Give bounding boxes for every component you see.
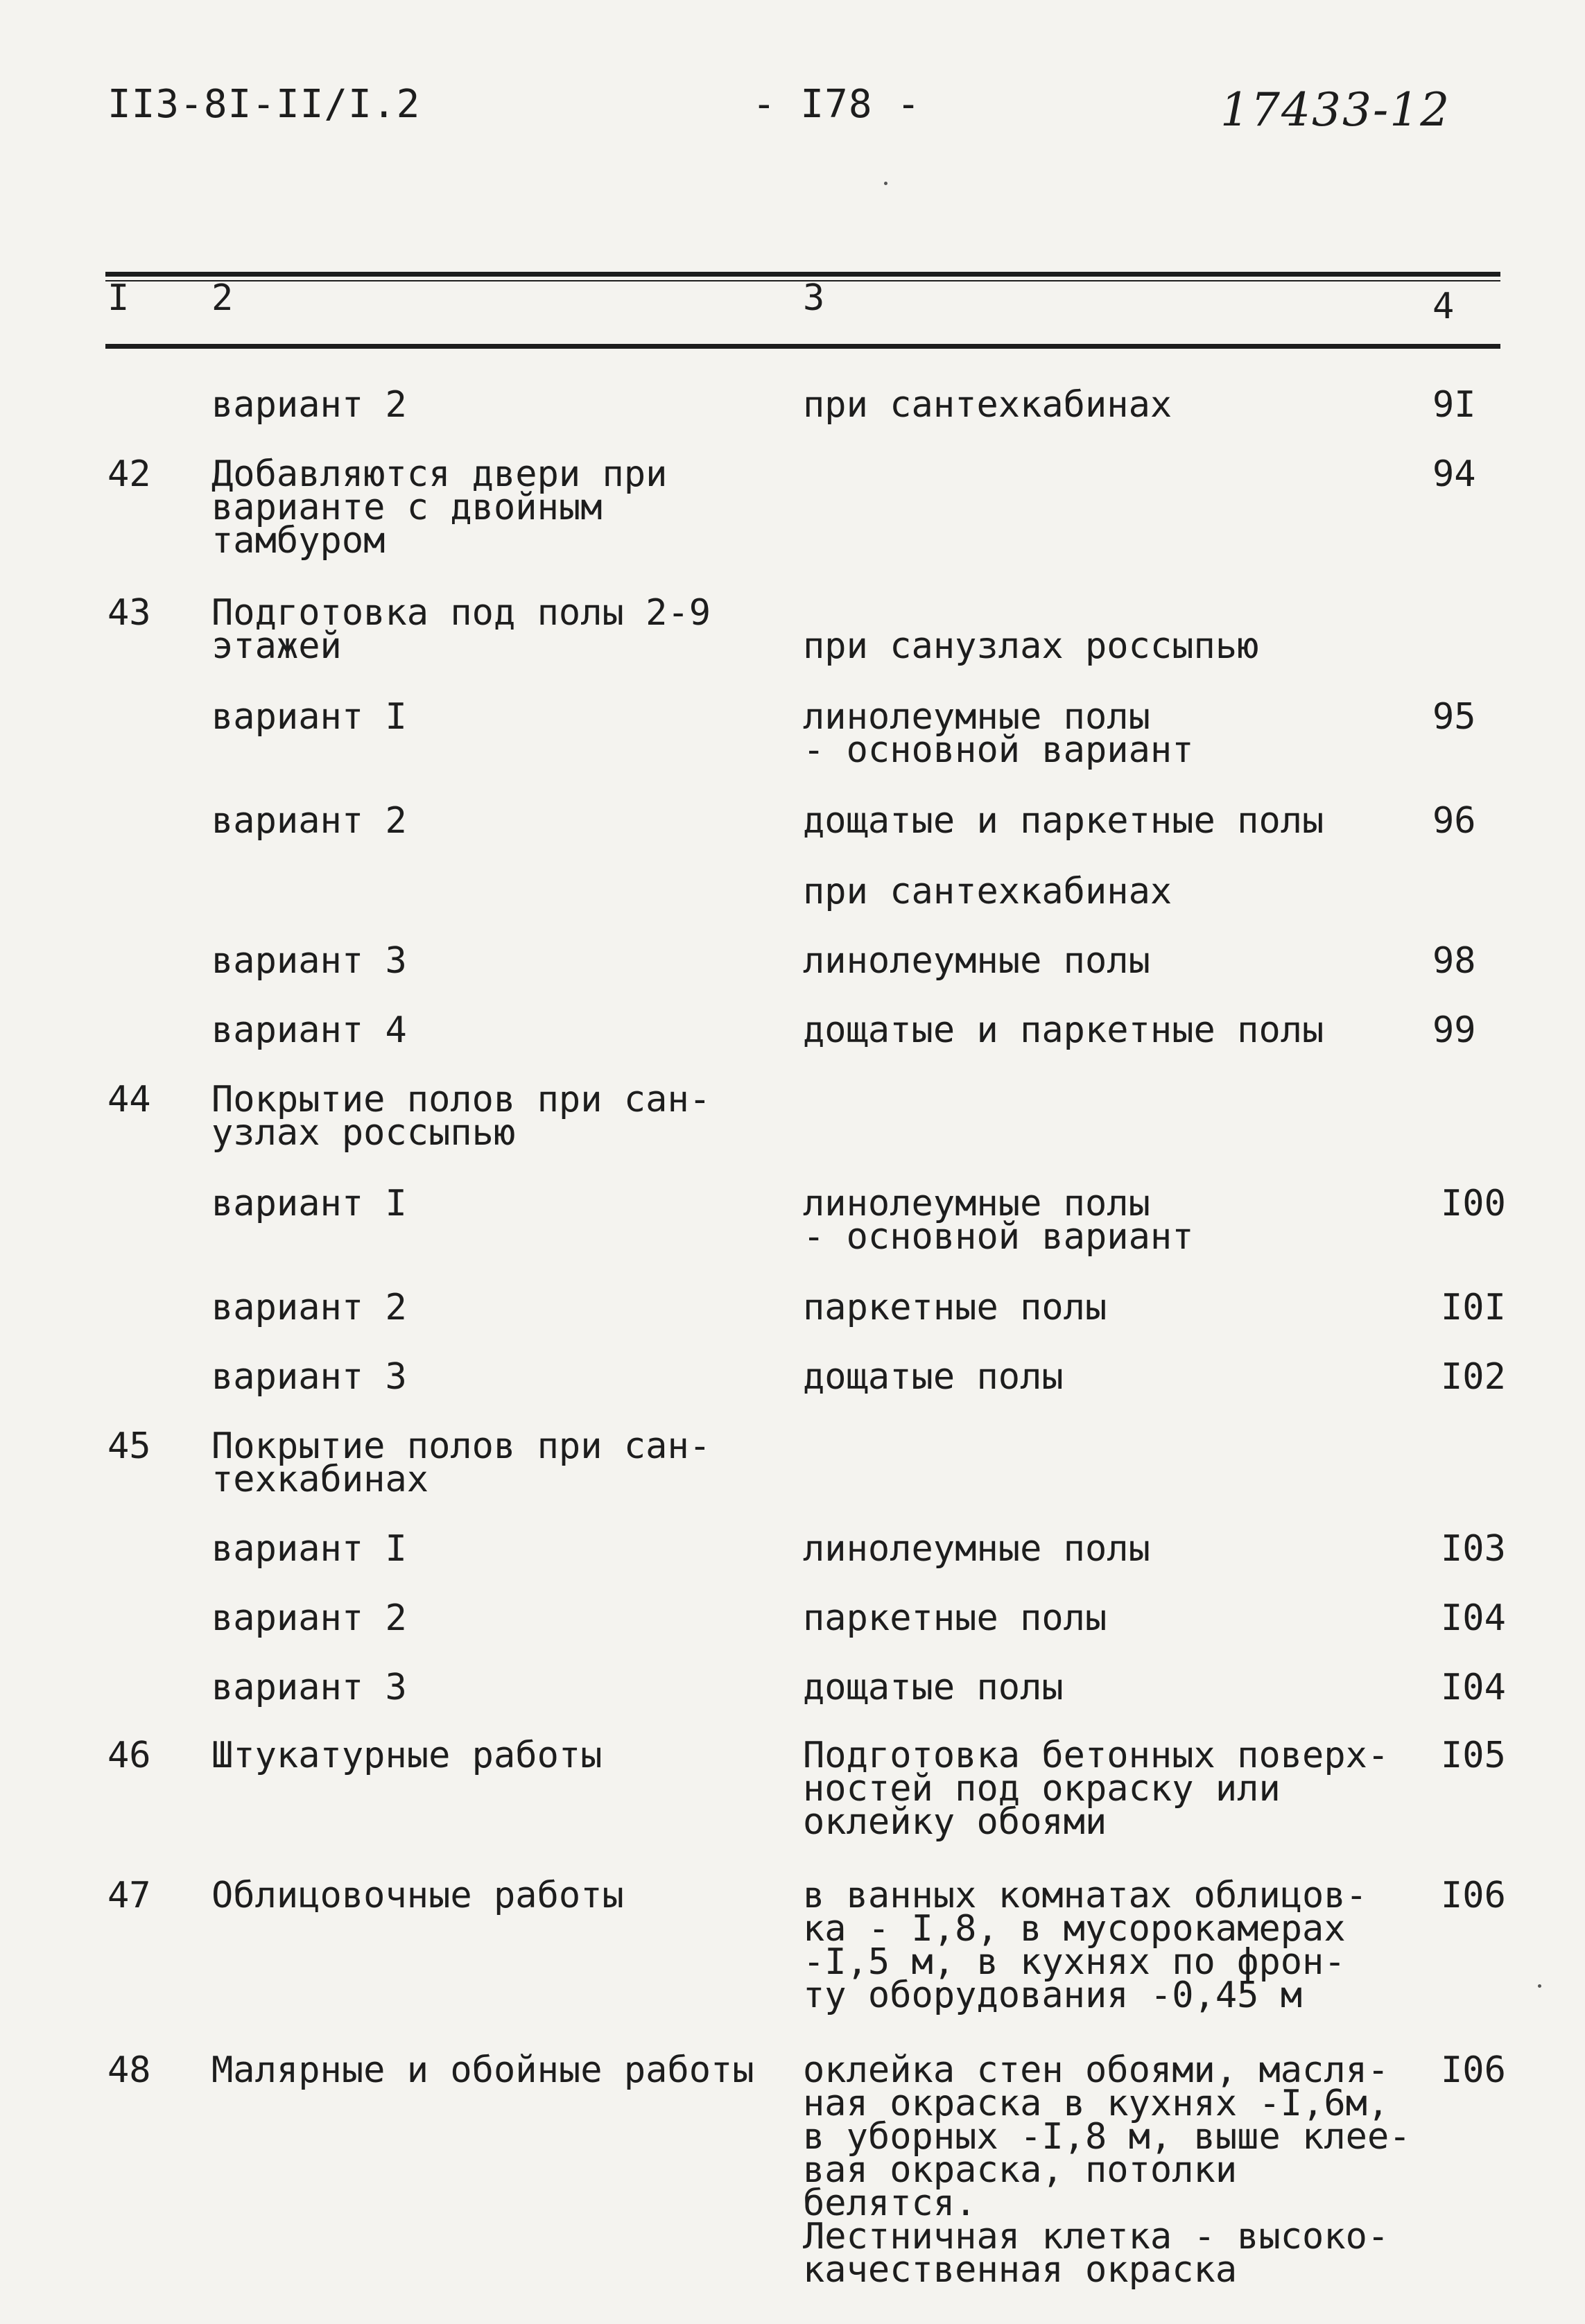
page-ref: I03: [1441, 1528, 1506, 1570]
work-name: Покрытие полов при сан- техкабинах: [211, 1425, 711, 1500]
work-name: вариант I: [211, 696, 407, 738]
page-ref: I02: [1441, 1356, 1506, 1398]
work-note: дощатые и паркетные полы: [803, 800, 1324, 842]
table-header-rule: [105, 344, 1500, 349]
work-name: вариант 4: [211, 1009, 407, 1051]
column-number-1: I: [107, 277, 130, 319]
item-number: 43: [107, 592, 151, 634]
column-number-3: 3: [803, 277, 825, 319]
column-number-2: 2: [211, 277, 234, 319]
page-ref: I06: [1441, 1875, 1506, 1916]
work-note: паркетные полы: [803, 1597, 1107, 1639]
table-top-rule: [105, 272, 1500, 277]
page-ref: I00: [1441, 1183, 1506, 1224]
page-ref: I06: [1441, 2049, 1506, 2091]
page-ref: 9I: [1432, 384, 1476, 426]
item-number: 47: [107, 1875, 151, 1916]
work-note: оклейка стен обоями, масля- ная окраска в кухнях -I,6м, в уборных -I,8 м, выше клее- вая окраска, потолки белятся. Лестничная клетка - высоко- качественная окраска: [803, 2049, 1411, 2291]
page-ref: I04: [1441, 1597, 1506, 1639]
item-number: 48: [107, 2049, 151, 2091]
work-name: Малярные и обойные работы: [211, 2049, 754, 2091]
work-note: в ванных комнатах облицов- ка - I,8, в мусорокамерах -I,5 м, в кухнях по фрон- ту оборудования -0,45 м: [803, 1875, 1367, 2016]
page-ref: 96: [1432, 800, 1476, 842]
work-note: линолеумные полы: [803, 940, 1150, 982]
page-ref: 94: [1432, 453, 1476, 495]
work-note: дощатые полы: [803, 1667, 1064, 1708]
work-name: вариант I: [211, 1183, 407, 1224]
work-name: Штукатурные работы: [211, 1735, 603, 1776]
page-ref: 98: [1432, 940, 1476, 982]
document-code: II3-8I-II/I.2: [107, 82, 421, 127]
page-ref: I0I: [1441, 1287, 1506, 1328]
work-name: вариант 2: [211, 1597, 407, 1639]
column-number-4: 4: [1432, 286, 1455, 327]
work-note: дощатые полы: [803, 1356, 1064, 1398]
work-note: Подготовка бетонных поверх- ностей под окраску или оклейку обоями: [803, 1735, 1389, 1843]
work-note: при санузлах россыпью: [803, 625, 1259, 667]
work-name: Облицовочные работы: [211, 1875, 624, 1916]
work-name: вариант 2: [211, 384, 407, 426]
page-ref: I04: [1441, 1667, 1506, 1708]
scan-speck: [1538, 1984, 1541, 1988]
work-name: вариант 3: [211, 940, 407, 982]
page-ref: 99: [1432, 1009, 1476, 1051]
scan-speck: [884, 182, 887, 185]
page-ref: 95: [1432, 696, 1476, 738]
work-name: вариант 3: [211, 1356, 407, 1398]
work-name: вариант 2: [211, 1287, 407, 1328]
work-note: паркетные полы: [803, 1287, 1107, 1328]
page-ref: I05: [1441, 1735, 1506, 1776]
work-name: Покрытие полов при сан- узлах россыпью: [211, 1079, 711, 1154]
work-note: при сантехкабинах: [803, 871, 1172, 912]
work-note: при сантехкабинах: [803, 384, 1172, 426]
work-note: дощатые и паркетные полы: [803, 1009, 1324, 1051]
work-name: вариант 3: [211, 1667, 407, 1708]
sheet-code-handwritten: 17433-12: [1220, 83, 1451, 137]
item-number: 46: [107, 1735, 151, 1776]
work-name: вариант 2: [211, 800, 407, 842]
work-name: Добавляются двери при варианте с двойным тамбуром: [211, 453, 668, 562]
item-number: 42: [107, 453, 151, 495]
work-note: линолеумные полы: [803, 1528, 1150, 1570]
work-name: вариант I: [211, 1528, 407, 1570]
page-number: - I78 -: [752, 82, 921, 127]
item-number: 44: [107, 1079, 151, 1120]
work-name: Подготовка под полы 2-9 этажей: [211, 592, 711, 667]
work-note: линолеумные полы - основной вариант: [803, 1183, 1194, 1258]
work-note: линолеумные полы - основной вариант: [803, 696, 1194, 771]
item-number: 45: [107, 1425, 151, 1467]
